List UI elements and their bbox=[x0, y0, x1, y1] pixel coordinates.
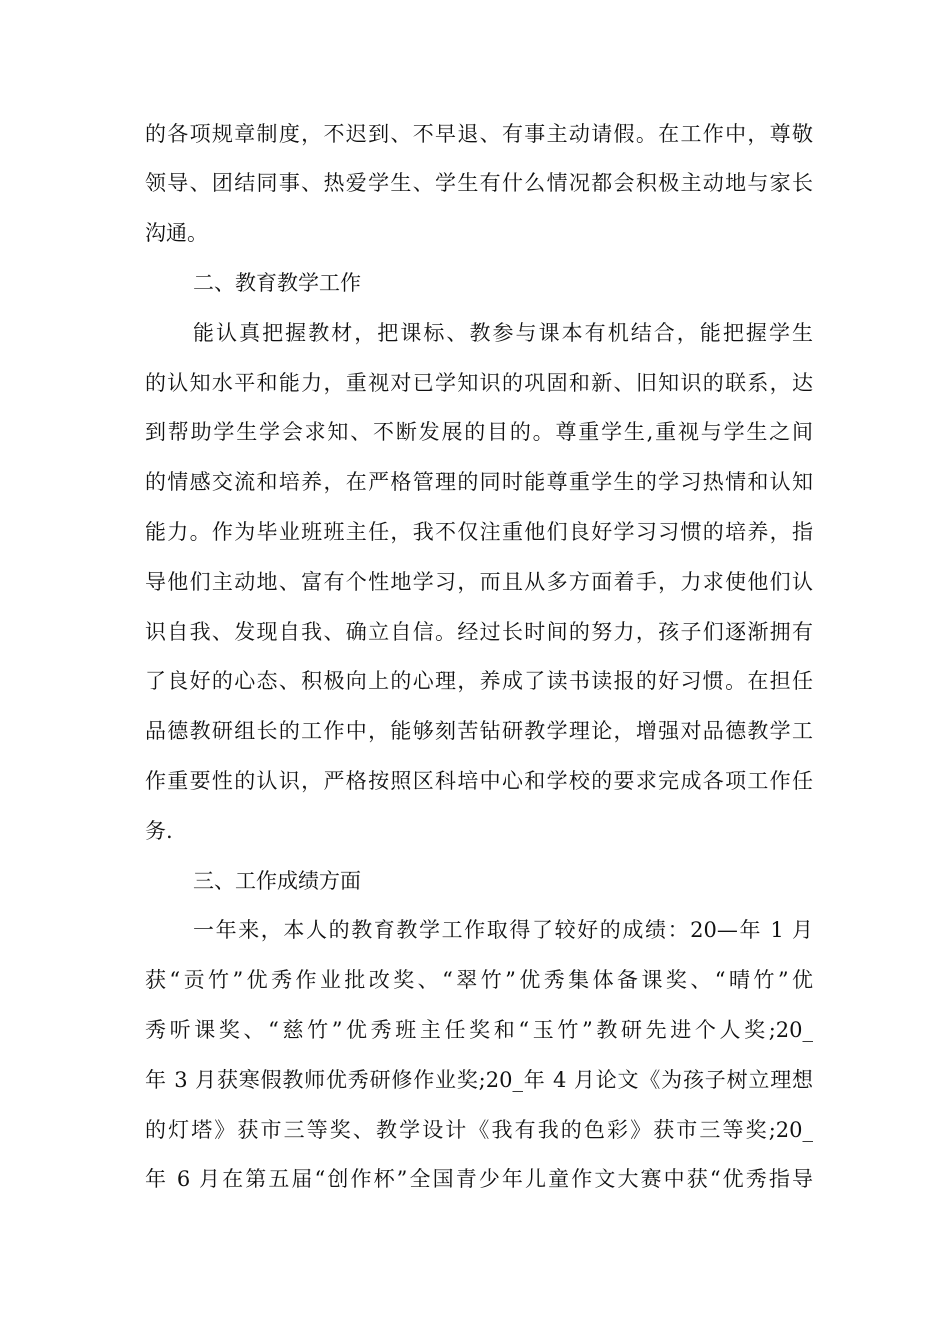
paragraph-line: 作重要性的认识，严格按照区科培中心和学校的要求完成各项工作任 bbox=[145, 769, 813, 793]
paragraph-line: 年 6 月在第五届“创作杯”全国青少年儿童作文大赛中获“优秀指导 bbox=[145, 1167, 813, 1191]
paragraph-line: 能认真把握教材，把课标、教参与课本有机结合，能把握学生 bbox=[193, 321, 813, 345]
paragraph-line: 的认知水平和能力，重视对已学知识的巩固和新、旧知识的联系，达 bbox=[145, 371, 813, 395]
paragraph-line: 务. bbox=[145, 819, 173, 843]
paragraph-line: 获“贡竹”优秀作业批改奖、“翠竹”优秀集体备课奖、“晴竹”优 bbox=[145, 968, 813, 992]
paragraph-line: 领导、团结同事、热爱学生、学生有什么情况都会积极主动地与家长 bbox=[145, 171, 813, 195]
paragraph-line: 的情感交流和培养，在严格管理的同时能尊重学生的学习热情和认知 bbox=[145, 470, 813, 494]
paragraph-line: 沟通。 bbox=[145, 221, 208, 245]
paragraph-line: 年 3 月获寒假教师优秀研修作业奖;20_年 4 月论文《为孩子树立理想 bbox=[145, 1068, 813, 1092]
section-heading: 三、工作成绩方面 bbox=[193, 869, 361, 893]
paragraph-line: 了良好的心态、积极向上的心理，养成了读书读报的好习惯。在担任 bbox=[145, 669, 813, 693]
section-heading: 二、教育教学工作 bbox=[193, 271, 361, 295]
paragraph-line: 秀听课奖、“慈竹”优秀班主任奖和“玉竹”教研先进个人奖;20_ bbox=[145, 1018, 813, 1042]
paragraph-line: 的各项规章制度，不迟到、不早退、有事主动请假。在工作中，尊敬 bbox=[145, 122, 813, 146]
paragraph-line: 的灯塔》获市三等奖、教学设计《我有我的色彩》获市三等奖;20_ bbox=[145, 1118, 813, 1142]
paragraph-line: 导他们主动地、富有个性地学习，而且从多方面着手，力求使他们认 bbox=[145, 570, 813, 594]
paragraph-line: 一年来，本人的教育教学工作取得了较好的成绩：20—年 1 月 bbox=[193, 918, 813, 942]
paragraph-line: 品德教研组长的工作中，能够刻苦钻研教学理论，增强对品德教学工 bbox=[145, 719, 813, 743]
paragraph-line: 能力。作为毕业班班主任，我不仅注重他们良好学习习惯的培养，指 bbox=[145, 520, 813, 544]
paragraph-line: 识自我、发现自我、确立自信。经过长时间的努力，孩子们逐渐拥有 bbox=[145, 620, 813, 644]
paragraph-line: 到帮助学生学会求知、不断发展的目的。尊重学生,重视与学生之间 bbox=[145, 420, 813, 444]
